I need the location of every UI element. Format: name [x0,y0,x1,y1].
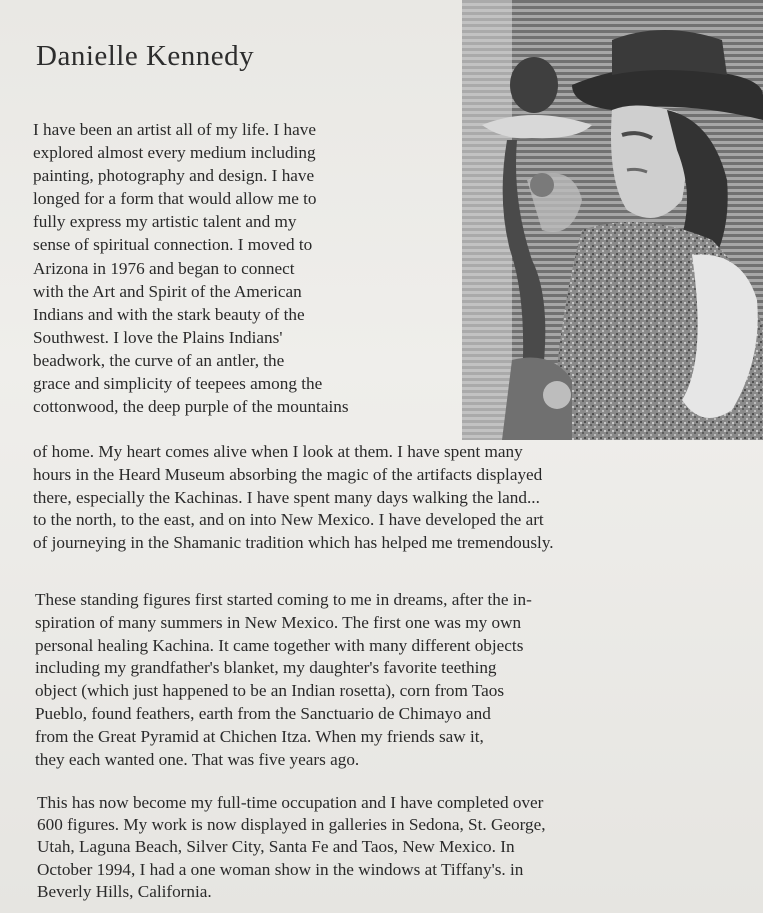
text-line: from the Great Pyramid at Chichen Itza. When my friends saw it, [35,726,484,746]
text-line: spiration of many summers in New Mexico. The first one was my own [35,612,522,632]
text-line: beadwork, the curve of an antler, the [33,350,285,370]
text-line: personal healing Kachina. It came together with many different objects [35,635,524,655]
paragraph-1-narrow [33,118,453,418]
text-line: hours in the Heard Museum absorbing the magic of the artifacts displayed [33,464,543,484]
text-line: of home. My heart comes alive when I look at them. I have spent many [33,442,523,461]
paragraph-1-wide [33,441,733,555]
text-line: including my grandfather's blanket, my daughter's favorite teething [35,658,497,678]
text-line: cottonwood, the deep purple of the mountains [33,397,349,417]
text-line: Southwest. I love the Plains Indians' [33,327,283,347]
text-line: 600 figures. My work is now displayed in galleries in Sedona, St. George, [37,815,546,835]
text-line: with the Art and Spirit of the American [33,281,302,301]
paragraph-3 [37,792,727,903]
text-line: object (which just happened to be an Indian rosetta), corn from Taos [35,681,505,701]
page-title: Danielle Kennedy [36,40,255,72]
text-line: of journeying in the Shamanic tradition which has helped me tremendously. [33,533,554,553]
artist-photo [462,0,763,440]
text-line: Arizona in 1976 and began to connect [33,258,295,278]
text-line: Beverly Hills, California. [37,881,212,901]
text-line: longed for a form that would allow me to [33,189,317,209]
text-line: sense of spiritual connection. I moved to [33,235,313,255]
text-line: Indians and with the stark beauty of the [33,304,305,324]
text-line: Utah, Laguna Beach, Silver City, Santa Fe and Taos, New Mexico. In [37,837,515,857]
text-line: fully express my artistic talent and my [33,212,297,232]
artist-photo-image [462,0,763,440]
paragraph-2 [35,589,725,771]
text-line: there, especially the Kachinas. I have spent many days walking the land... [33,487,540,507]
text-line: grace and simplicity of teepees among the [33,374,323,394]
text-line: they each wanted one. That was five years ago. [35,749,360,769]
text-line: explored almost every medium including [33,143,316,163]
text-line: October 1994, I had a one woman show in the windows at Tiffany's. in [37,859,524,879]
text-line: I have been an artist all of my life. I have [33,120,316,139]
text-line: These standing figures first started coming to me in dreams, after the in- [35,590,532,609]
text-line: This has now become my full-time occupation and I have completed over [37,793,544,812]
text-line: to the north, to the east, and on into New Mexico. I have developed the art [33,510,544,530]
text-line: painting, photography and design. I have [33,166,315,186]
text-line: Pueblo, found feathers, earth from the Sanctuario de Chimayo and [35,703,491,723]
